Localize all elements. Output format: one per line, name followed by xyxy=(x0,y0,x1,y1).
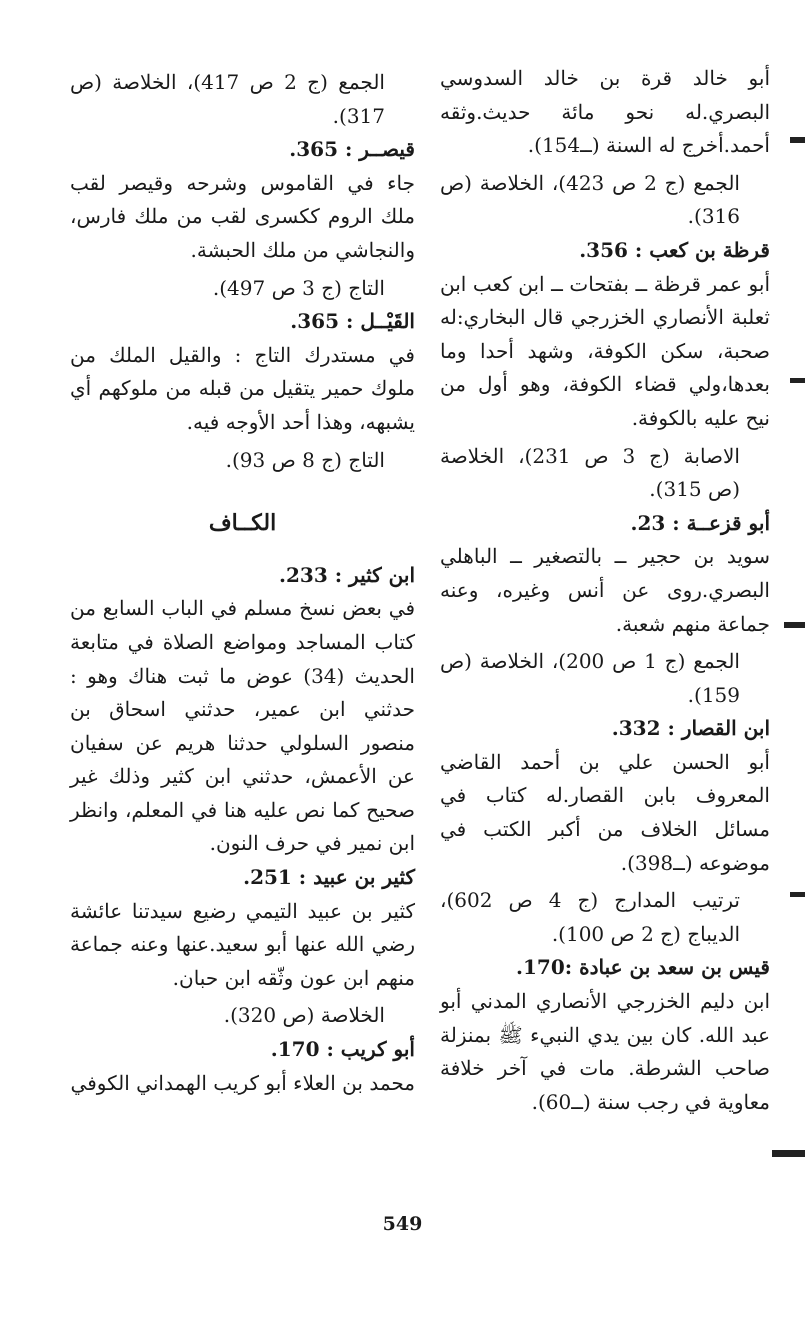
entry-heading: قيصــر : 365. xyxy=(289,137,415,162)
reference-line: التاج (ج 3 ص 497). xyxy=(212,275,385,300)
entry-heading: كثير بن عبيد : 251. xyxy=(243,865,415,890)
reference-line: الجمع (ج 1 ص 200)، الخلاصة (ص 159). xyxy=(440,649,740,707)
entry-heading: القَيْــل : 365. xyxy=(290,309,415,334)
reference-line: التاج (ج 8 ص 93). xyxy=(225,447,385,472)
entry-text: في بعض نسخ مسلم في الباب السابع من كتاب المساجد ومواضع الصلاة في متابعة الحديث (34) عوض ما ثبت هناك وهو : حدثني ابن عمير، حدثني اسحاق بن منصور السلولي حدثنا هريم عن سفيان عن الأعمش، حدثني ابن كثير وذلك غير صحيح كما نص عليه هنا في المعلم، وانظر ابن نمير في حرف النون. xyxy=(70,596,415,856)
entry-text: أبو عمر قرظة ــ بفتحات ــ ابن كعب ابن ثعلبة الأنصاري الخزرجي قال البخاري:له صحبة، سكن الكوفة، وشهد أحدا وما بعدها،ولي قضاء الكوفة، وهو أول من نيح عليه بالكوفة. xyxy=(440,271,770,430)
right-column xyxy=(440,62,770,1119)
scan-edge-mark xyxy=(772,1150,805,1157)
scan-edge-mark xyxy=(790,137,805,143)
reference-line: الاصابة (ج 3 ص 231)، الخلاصة (ص 315). xyxy=(440,443,740,502)
scan-edge-mark xyxy=(784,622,805,628)
reference-line: الجمع (ج 2 ص 423)، الخلاصة (ص 316). xyxy=(440,170,740,229)
entry-text: ابن دليم الخزرجي الأنصاري المدني أبو عبد الله. كان بين يدي النبيء ﷺ بمنزلة صاحب الشرطة. مات في آخر خلافة معاوية في رجب سنة (ــ60). xyxy=(440,989,770,1114)
page-number: 549 xyxy=(382,1213,423,1235)
entry-heading: أبو قزعــة : 23. xyxy=(630,510,770,535)
entry-text: في مستدرك التاج : والقيل الملك من ملوك حمير يتقيل من قبله من ملوكهم أي يشبهه، وهذا أحد الأوجه فيه. xyxy=(70,342,415,434)
scan-edge-mark xyxy=(790,892,805,897)
entry-heading: قيس بن سعد بن عبادة :170. xyxy=(516,955,770,980)
left-column xyxy=(70,62,415,1100)
section-heading: الكــاف xyxy=(208,510,277,537)
reference-line: ترتيب المدارج (ج 4 ص 602)، الديباج (ج 2 ص 100). xyxy=(440,888,740,946)
reference-line: الجمع (ج 2 ص 417)، الخلاصة (ص 317). xyxy=(70,70,385,128)
entry-heading: ابن القصار : 332. xyxy=(611,716,770,741)
entry-heading: ابن كثير : 233. xyxy=(279,562,415,587)
entry-text: أبو الحسن علي بن أحمد القاضي المعروف بابن القصار.له كتاب في مسائل الخلاف من أكبر الكتب في موضوعه (ــ398). xyxy=(440,749,770,875)
entry-text: سويد بن حجير ــ بالتصغير ــ الباهلي البصري.روى عن أنس وغيره، وعنه جماعة منهم شعبة. xyxy=(440,544,770,636)
entry-text: كثير بن عبيد التيمي رضيع سيدتنا عائشة رضي الله عنها أبو سعيد.عنها وعنه جماعة منهم ابن عون وثّقه ابن حبان. xyxy=(70,898,415,990)
entry-text: أبو خالد قرة بن خالد السدوسي البصري.له نحو مائة حديث.وثقه أحمد.أخرج له السنة (ــ154). xyxy=(440,66,770,158)
scan-edge-mark xyxy=(790,378,805,383)
entry-text: محمد بن العلاء أبو كريب الهمداني الكوفي xyxy=(70,1070,415,1095)
entry-heading: قرظة بن كعب : 356. xyxy=(579,237,770,262)
reference-line: الخلاصة (ص 320). xyxy=(223,1003,385,1028)
entry-text: جاء في القاموس وشرحه وقيصر لقب ملك الروم ككسرى لقب من ملك فارس، والنجاشي من ملك الحبشة. xyxy=(70,170,415,262)
entry-heading: أبو كريب : 170. xyxy=(270,1037,415,1062)
